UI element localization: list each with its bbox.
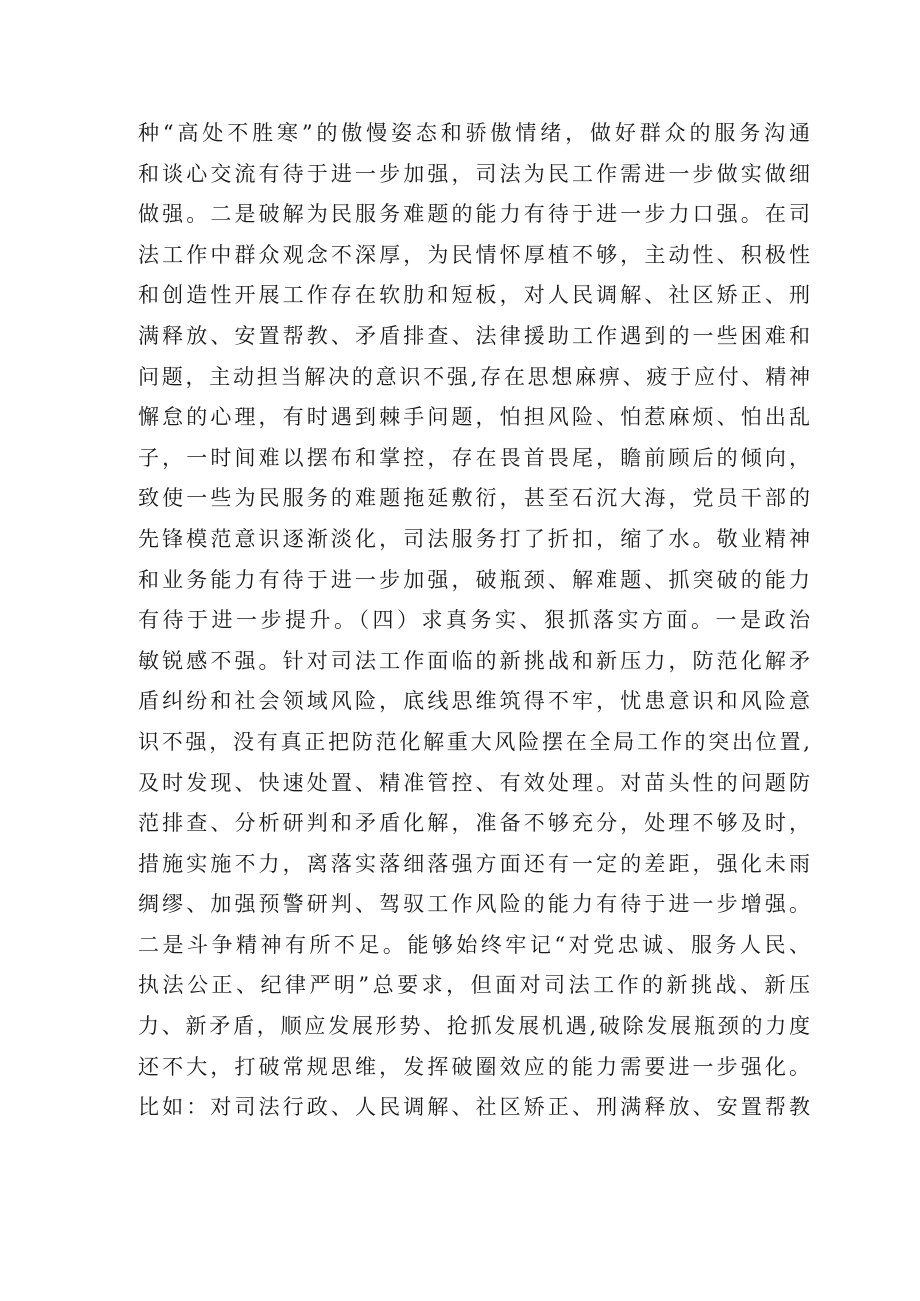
text-line: 执法公正、纪律严明”总要求，但面对司法工作的新挑战、新压 (138, 973, 810, 998)
text-line: 先锋模范意识逐渐淡化，司法服务打了折扣，缩了水。敬业精神 (138, 526, 810, 551)
text-line: 二是斗争精神有所不足。能够始终牢记“对党忠诚、服务人民、 (138, 932, 810, 957)
text-line: 力、新矛盾，顺应发展形势、抢抓发展机遇,破除发展瓶颈的力度 (138, 1014, 810, 1039)
text-line: 范排查、分析研判和矛盾化解，准备不够充分，处理不够及时， (138, 811, 810, 836)
text-line: 问题，主动担当解决的意识不强,存在思想麻痹、疲于应付、精神 (138, 364, 810, 389)
text-line: 盾纠纷和社会领域风险，底线思维筑得不牢，忧患意识和风险意 (138, 689, 810, 714)
text-line: 做强。二是破解为民服务难题的能力有待于进一步力口强。在司 (138, 202, 810, 227)
text-line: 还不大，打破常规思维，发挥破圈效应的能力需要进一步强化。 (138, 1054, 810, 1079)
text-line: 满释放、安置帮教、矛盾排查、法律援助工作遇到的一些困难和 (138, 323, 810, 348)
text-line: 和谈心交流有待于进一步加强，司法为民工作需进一步做实做细 (138, 161, 810, 186)
text-line: 法工作中群众观念不深厚，为民情怀厚植不够，主动性、积极性 (138, 242, 810, 267)
text-line: 敏锐感不强。针对司法工作面临的新挑战和新压力，防范化解矛 (138, 648, 810, 673)
body-text (138, 113, 810, 1128)
text-line: 和业务能力有待于进一步加强，破瓶颈、解难题、抓突破的能力 (138, 567, 810, 592)
text-line: 有待于进一步提升。（四）求真务实、狠抓落实方面。一是政治 (138, 608, 810, 633)
text-line: 致使一些为民服务的难题拖延敷衍，甚至石沉大海，党员干部的 (138, 486, 810, 511)
text-line: 种“高处不胜寒”的傲慢姿态和骄傲情绪，做好群众的服务沟通 (138, 121, 810, 145)
text-line: 和创造性开展工作存在软肋和短板，对人民调解、社区矫正、刑 (138, 283, 810, 308)
text-line: 识不强，没有真正把防范化解重大风险摆在全局工作的突出位置, (138, 729, 810, 754)
text-line: 绸缪、加强预警研判、驾驭工作风险的能力有待于进一步增强。 (138, 892, 810, 917)
text-line: 及时发现、快速处置、精准管控、有效处理。对苗头性的问题防 (138, 770, 810, 795)
text-line: 措施实施不力，离落实落细落强方面还有一定的差距，强化未雨 (138, 851, 810, 876)
text-line: 比如：对司法行政、人民调解、社区矫正、刑满释放、安置帮教 (138, 1095, 810, 1120)
text-line: 懈怠的心理，有时遇到棘手问题，怕担风险、怕惹麻烦、怕出乱 (138, 405, 810, 430)
text-line: 子，一时间难以摆布和掌控，存在畏首畏尾，瞻前顾后的倾向， (138, 445, 810, 470)
